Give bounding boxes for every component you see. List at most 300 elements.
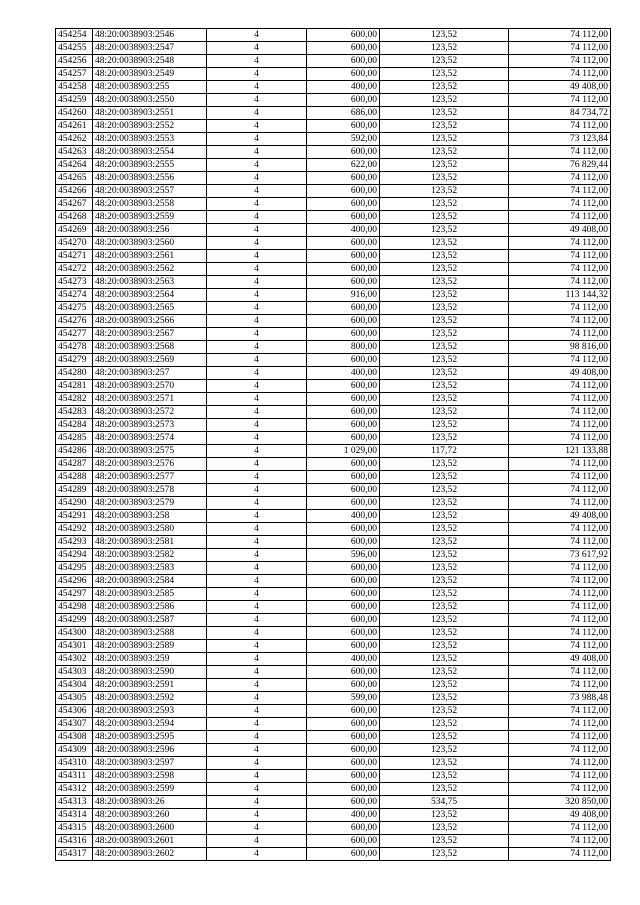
count-cell: 4 xyxy=(207,822,307,835)
table-row xyxy=(56,783,611,796)
count-cell: 4 xyxy=(207,523,307,536)
total-cell: 74 112,00 xyxy=(509,315,611,328)
count-cell: 4 xyxy=(207,172,307,185)
total-cell: 74 112,00 xyxy=(509,731,611,744)
table-row xyxy=(56,172,611,185)
count-cell: 4 xyxy=(207,718,307,731)
row-id-cell: 454314 xyxy=(56,809,93,822)
row-id-cell: 454315 xyxy=(56,822,93,835)
table-body xyxy=(56,29,611,861)
table-row xyxy=(56,835,611,848)
row-id-cell: 454281 xyxy=(56,380,93,393)
row-id-cell: 454273 xyxy=(56,276,93,289)
total-cell: 74 112,00 xyxy=(509,211,611,224)
count-cell: 4 xyxy=(207,94,307,107)
table-row xyxy=(56,289,611,302)
table-row xyxy=(56,94,611,107)
area-cell: 600,00 xyxy=(307,328,380,341)
table-row xyxy=(56,575,611,588)
cadastral-number-cell: 48:20:0038903:2583 xyxy=(93,562,207,575)
total-cell: 49 408,00 xyxy=(509,224,611,237)
total-cell: 73 123,84 xyxy=(509,133,611,146)
row-id-cell: 454297 xyxy=(56,588,93,601)
cadastral-number-cell: 48:20:0038903:2567 xyxy=(93,328,207,341)
area-cell: 622,00 xyxy=(307,159,380,172)
price-cell: 123,52 xyxy=(380,393,509,406)
table-row xyxy=(56,406,611,419)
area-cell: 600,00 xyxy=(307,796,380,809)
table-row xyxy=(56,68,611,81)
table-row xyxy=(56,107,611,120)
table-row xyxy=(56,692,611,705)
price-cell: 123,52 xyxy=(380,523,509,536)
cadastral-number-cell: 48:20:0038903:2569 xyxy=(93,354,207,367)
cadastral-number-cell: 48:20:0038903:2553 xyxy=(93,133,207,146)
cadastral-number-cell: 48:20:0038903:2590 xyxy=(93,666,207,679)
table-row xyxy=(56,484,611,497)
row-id-cell: 454258 xyxy=(56,81,93,94)
area-cell: 600,00 xyxy=(307,406,380,419)
total-cell: 113 144,32 xyxy=(509,289,611,302)
row-id-cell: 454311 xyxy=(56,770,93,783)
count-cell: 4 xyxy=(207,640,307,653)
table-row xyxy=(56,458,611,471)
count-cell: 4 xyxy=(207,601,307,614)
row-id-cell: 454290 xyxy=(56,497,93,510)
price-cell: 123,52 xyxy=(380,146,509,159)
price-cell: 123,52 xyxy=(380,627,509,640)
cadastral-number-cell: 48:20:0038903:2572 xyxy=(93,406,207,419)
price-cell: 123,52 xyxy=(380,822,509,835)
price-cell: 123,52 xyxy=(380,705,509,718)
row-id-cell: 454269 xyxy=(56,224,93,237)
area-cell: 600,00 xyxy=(307,731,380,744)
count-cell: 4 xyxy=(207,250,307,263)
table-row xyxy=(56,237,611,250)
count-cell: 4 xyxy=(207,744,307,757)
cadastral-number-cell: 48:20:0038903:2564 xyxy=(93,289,207,302)
area-cell: 600,00 xyxy=(307,302,380,315)
count-cell: 4 xyxy=(207,497,307,510)
cadastral-number-cell: 48:20:0038903:2554 xyxy=(93,146,207,159)
row-id-cell: 454271 xyxy=(56,250,93,263)
cadastral-number-cell: 48:20:0038903:2578 xyxy=(93,484,207,497)
table-row xyxy=(56,809,611,822)
area-cell: 600,00 xyxy=(307,718,380,731)
table-row xyxy=(56,601,611,614)
cadastral-number-cell: 48:20:0038903:2566 xyxy=(93,315,207,328)
row-id-cell: 454316 xyxy=(56,835,93,848)
area-cell: 400,00 xyxy=(307,510,380,523)
count-cell: 4 xyxy=(207,666,307,679)
table-row xyxy=(56,341,611,354)
row-id-cell: 454317 xyxy=(56,848,93,861)
row-id-cell: 454289 xyxy=(56,484,93,497)
total-cell: 74 112,00 xyxy=(509,419,611,432)
area-cell: 916,00 xyxy=(307,289,380,302)
table-row xyxy=(56,796,611,809)
table-row xyxy=(56,562,611,575)
row-id-cell: 454295 xyxy=(56,562,93,575)
area-cell: 600,00 xyxy=(307,705,380,718)
count-cell: 4 xyxy=(207,211,307,224)
total-cell: 74 112,00 xyxy=(509,146,611,159)
area-cell: 600,00 xyxy=(307,458,380,471)
row-id-cell: 454256 xyxy=(56,55,93,68)
total-cell: 74 112,00 xyxy=(509,380,611,393)
table-row xyxy=(56,718,611,731)
area-cell: 686,00 xyxy=(307,107,380,120)
total-cell: 74 112,00 xyxy=(509,250,611,263)
count-cell: 4 xyxy=(207,575,307,588)
price-cell: 123,52 xyxy=(380,640,509,653)
area-cell: 600,00 xyxy=(307,29,380,42)
price-cell: 123,52 xyxy=(380,588,509,601)
area-cell: 600,00 xyxy=(307,666,380,679)
table-row xyxy=(56,614,611,627)
price-cell: 123,52 xyxy=(380,458,509,471)
area-cell: 600,00 xyxy=(307,783,380,796)
cadastral-number-cell: 48:20:0038903:2584 xyxy=(93,575,207,588)
cadastral-number-cell: 48:20:0038903:2568 xyxy=(93,341,207,354)
count-cell: 4 xyxy=(207,653,307,666)
table-row xyxy=(56,653,611,666)
area-cell: 600,00 xyxy=(307,471,380,484)
cadastral-number-cell: 48:20:0038903:2596 xyxy=(93,744,207,757)
count-cell: 4 xyxy=(207,159,307,172)
row-id-cell: 454288 xyxy=(56,471,93,484)
total-cell: 74 112,00 xyxy=(509,757,611,770)
cadastral-number-cell: 48:20:0038903:2551 xyxy=(93,107,207,120)
area-cell: 400,00 xyxy=(307,809,380,822)
count-cell: 4 xyxy=(207,588,307,601)
table-row xyxy=(56,185,611,198)
area-cell: 600,00 xyxy=(307,523,380,536)
cadastral-number-cell: 48:20:0038903:2575 xyxy=(93,445,207,458)
table-row xyxy=(56,666,611,679)
area-cell: 599,00 xyxy=(307,692,380,705)
row-id-cell: 454266 xyxy=(56,185,93,198)
cadastral-number-cell: 48:20:0038903:2580 xyxy=(93,523,207,536)
area-cell: 600,00 xyxy=(307,770,380,783)
table-row xyxy=(56,367,611,380)
count-cell: 4 xyxy=(207,55,307,68)
area-cell: 600,00 xyxy=(307,250,380,263)
total-cell: 74 112,00 xyxy=(509,614,611,627)
price-cell: 123,52 xyxy=(380,81,509,94)
price-cell: 123,52 xyxy=(380,666,509,679)
total-cell: 74 112,00 xyxy=(509,783,611,796)
table-row xyxy=(56,133,611,146)
area-cell: 600,00 xyxy=(307,822,380,835)
price-cell: 117,72 xyxy=(380,445,509,458)
total-cell: 74 112,00 xyxy=(509,497,611,510)
price-cell: 123,52 xyxy=(380,744,509,757)
area-cell: 600,00 xyxy=(307,198,380,211)
total-cell: 74 112,00 xyxy=(509,848,611,861)
table-row xyxy=(56,419,611,432)
price-cell: 123,52 xyxy=(380,94,509,107)
price-cell: 123,52 xyxy=(380,380,509,393)
cadastral-number-cell: 48:20:0038903:2602 xyxy=(93,848,207,861)
table-row xyxy=(56,354,611,367)
cadastral-number-cell: 48:20:0038903:2586 xyxy=(93,601,207,614)
price-cell: 123,52 xyxy=(380,185,509,198)
count-cell: 4 xyxy=(207,393,307,406)
count-cell: 4 xyxy=(207,276,307,289)
row-id-cell: 454304 xyxy=(56,679,93,692)
price-cell: 123,52 xyxy=(380,198,509,211)
price-cell: 534,75 xyxy=(380,796,509,809)
row-id-cell: 454296 xyxy=(56,575,93,588)
area-cell: 600,00 xyxy=(307,835,380,848)
count-cell: 4 xyxy=(207,796,307,809)
cadastral-number-cell: 48:20:0038903:2587 xyxy=(93,614,207,627)
cadastral-number-cell: 48:20:0038903:2550 xyxy=(93,94,207,107)
count-cell: 4 xyxy=(207,120,307,133)
total-cell: 74 112,00 xyxy=(509,575,611,588)
area-cell: 1 029,00 xyxy=(307,445,380,458)
area-cell: 600,00 xyxy=(307,94,380,107)
area-cell: 600,00 xyxy=(307,588,380,601)
area-cell: 600,00 xyxy=(307,276,380,289)
total-cell: 74 112,00 xyxy=(509,666,611,679)
count-cell: 4 xyxy=(207,146,307,159)
table-row xyxy=(56,822,611,835)
row-id-cell: 454310 xyxy=(56,757,93,770)
price-cell: 123,52 xyxy=(380,237,509,250)
price-cell: 123,52 xyxy=(380,718,509,731)
price-cell: 123,52 xyxy=(380,549,509,562)
price-cell: 123,52 xyxy=(380,536,509,549)
total-cell: 74 112,00 xyxy=(509,94,611,107)
total-cell: 73 617,92 xyxy=(509,549,611,562)
row-id-cell: 454302 xyxy=(56,653,93,666)
count-cell: 4 xyxy=(207,328,307,341)
row-id-cell: 454254 xyxy=(56,29,93,42)
cadastral-number-cell: 48:20:0038903:2576 xyxy=(93,458,207,471)
count-cell: 4 xyxy=(207,107,307,120)
cadastral-number-cell: 48:20:0038903:2574 xyxy=(93,432,207,445)
area-cell: 600,00 xyxy=(307,419,380,432)
cadastral-number-cell: 48:20:0038903:2556 xyxy=(93,172,207,185)
cadastral-number-cell: 48:20:0038903:256 xyxy=(93,224,207,237)
total-cell: 74 112,00 xyxy=(509,237,611,250)
count-cell: 4 xyxy=(207,133,307,146)
total-cell: 74 112,00 xyxy=(509,393,611,406)
area-cell: 600,00 xyxy=(307,575,380,588)
total-cell: 74 112,00 xyxy=(509,822,611,835)
total-cell: 74 112,00 xyxy=(509,627,611,640)
total-cell: 49 408,00 xyxy=(509,809,611,822)
cadastral-number-cell: 48:20:0038903:2563 xyxy=(93,276,207,289)
count-cell: 4 xyxy=(207,471,307,484)
total-cell: 320 850,00 xyxy=(509,796,611,809)
total-cell: 84 734,72 xyxy=(509,107,611,120)
area-cell: 596,00 xyxy=(307,549,380,562)
table-row xyxy=(56,679,611,692)
row-id-cell: 454286 xyxy=(56,445,93,458)
total-cell: 74 112,00 xyxy=(509,744,611,757)
count-cell: 4 xyxy=(207,484,307,497)
area-cell: 400,00 xyxy=(307,653,380,666)
total-cell: 74 112,00 xyxy=(509,835,611,848)
count-cell: 4 xyxy=(207,198,307,211)
table-row xyxy=(56,211,611,224)
count-cell: 4 xyxy=(207,68,307,81)
table-row xyxy=(56,328,611,341)
area-cell: 600,00 xyxy=(307,211,380,224)
total-cell: 74 112,00 xyxy=(509,601,611,614)
cadastral-number-cell: 48:20:0038903:2565 xyxy=(93,302,207,315)
total-cell: 74 112,00 xyxy=(509,354,611,367)
price-cell: 123,52 xyxy=(380,731,509,744)
area-cell: 600,00 xyxy=(307,237,380,250)
price-cell: 123,52 xyxy=(380,29,509,42)
table-row xyxy=(56,250,611,263)
table-row xyxy=(56,81,611,94)
total-cell: 74 112,00 xyxy=(509,172,611,185)
row-id-cell: 454278 xyxy=(56,341,93,354)
cadastral-number-cell: 48:20:0038903:259 xyxy=(93,653,207,666)
row-id-cell: 454285 xyxy=(56,432,93,445)
price-cell: 123,52 xyxy=(380,250,509,263)
count-cell: 4 xyxy=(207,406,307,419)
area-cell: 600,00 xyxy=(307,744,380,757)
total-cell: 49 408,00 xyxy=(509,81,611,94)
price-cell: 123,52 xyxy=(380,653,509,666)
total-cell: 76 829,44 xyxy=(509,159,611,172)
count-cell: 4 xyxy=(207,510,307,523)
cadastral-number-cell: 48:20:0038903:2562 xyxy=(93,263,207,276)
price-cell: 123,52 xyxy=(380,484,509,497)
count-cell: 4 xyxy=(207,341,307,354)
area-cell: 592,00 xyxy=(307,133,380,146)
total-cell: 74 112,00 xyxy=(509,42,611,55)
row-id-cell: 454294 xyxy=(56,549,93,562)
area-cell: 600,00 xyxy=(307,68,380,81)
count-cell: 4 xyxy=(207,458,307,471)
price-cell: 123,52 xyxy=(380,289,509,302)
cadastral-number-cell: 48:20:0038903:2581 xyxy=(93,536,207,549)
count-cell: 4 xyxy=(207,627,307,640)
count-cell: 4 xyxy=(207,783,307,796)
count-cell: 4 xyxy=(207,705,307,718)
area-cell: 600,00 xyxy=(307,315,380,328)
table-row xyxy=(56,705,611,718)
price-cell: 123,52 xyxy=(380,341,509,354)
table-row xyxy=(56,848,611,861)
price-cell: 123,52 xyxy=(380,679,509,692)
table-row xyxy=(56,588,611,601)
row-id-cell: 454287 xyxy=(56,458,93,471)
table-row xyxy=(56,640,611,653)
table-row xyxy=(56,159,611,172)
count-cell: 4 xyxy=(207,29,307,42)
row-id-cell: 454309 xyxy=(56,744,93,757)
row-id-cell: 454262 xyxy=(56,133,93,146)
cadastral-number-cell: 48:20:0038903:258 xyxy=(93,510,207,523)
row-id-cell: 454255 xyxy=(56,42,93,55)
total-cell: 74 112,00 xyxy=(509,432,611,445)
area-cell: 600,00 xyxy=(307,614,380,627)
total-cell: 74 112,00 xyxy=(509,302,611,315)
total-cell: 74 112,00 xyxy=(509,406,611,419)
row-id-cell: 454268 xyxy=(56,211,93,224)
row-id-cell: 454270 xyxy=(56,237,93,250)
cadastral-number-cell: 48:20:0038903:2589 xyxy=(93,640,207,653)
table-row xyxy=(56,42,611,55)
cadastral-number-cell: 48:20:0038903:257 xyxy=(93,367,207,380)
area-cell: 600,00 xyxy=(307,601,380,614)
area-cell: 800,00 xyxy=(307,341,380,354)
cadastral-number-cell: 48:20:0038903:2592 xyxy=(93,692,207,705)
price-cell: 123,52 xyxy=(380,614,509,627)
area-cell: 600,00 xyxy=(307,640,380,653)
area-cell: 600,00 xyxy=(307,484,380,497)
price-cell: 123,52 xyxy=(380,406,509,419)
price-cell: 123,52 xyxy=(380,601,509,614)
count-cell: 4 xyxy=(207,731,307,744)
cadastral-number-cell: 48:20:0038903:2597 xyxy=(93,757,207,770)
cadastral-number-cell: 48:20:0038903:2560 xyxy=(93,237,207,250)
count-cell: 4 xyxy=(207,809,307,822)
price-cell: 123,52 xyxy=(380,783,509,796)
total-cell: 49 408,00 xyxy=(509,367,611,380)
table-row xyxy=(56,380,611,393)
area-cell: 600,00 xyxy=(307,393,380,406)
total-cell: 74 112,00 xyxy=(509,640,611,653)
table-row xyxy=(56,146,611,159)
row-id-cell: 454308 xyxy=(56,731,93,744)
count-cell: 4 xyxy=(207,354,307,367)
row-id-cell: 454279 xyxy=(56,354,93,367)
price-cell: 123,52 xyxy=(380,471,509,484)
table-row xyxy=(56,120,611,133)
price-cell: 123,52 xyxy=(380,68,509,81)
cadastral-number-cell: 48:20:0038903:2599 xyxy=(93,783,207,796)
total-cell: 74 112,00 xyxy=(509,484,611,497)
count-cell: 4 xyxy=(207,692,307,705)
cadastral-number-cell: 48:20:0038903:2571 xyxy=(93,393,207,406)
total-cell: 74 112,00 xyxy=(509,29,611,42)
cadastral-number-cell: 48:20:0038903:2601 xyxy=(93,835,207,848)
count-cell: 4 xyxy=(207,679,307,692)
cadastral-number-cell: 48:20:0038903:2559 xyxy=(93,211,207,224)
count-cell: 4 xyxy=(207,289,307,302)
table-row xyxy=(56,510,611,523)
cadastral-number-cell: 48:20:0038903:2577 xyxy=(93,471,207,484)
table-row xyxy=(56,198,611,211)
total-cell: 74 112,00 xyxy=(509,263,611,276)
price-cell: 123,52 xyxy=(380,354,509,367)
count-cell: 4 xyxy=(207,185,307,198)
area-cell: 600,00 xyxy=(307,263,380,276)
row-id-cell: 454272 xyxy=(56,263,93,276)
row-id-cell: 454280 xyxy=(56,367,93,380)
price-cell: 123,52 xyxy=(380,172,509,185)
total-cell: 74 112,00 xyxy=(509,770,611,783)
table-row xyxy=(56,497,611,510)
count-cell: 4 xyxy=(207,445,307,458)
table-row xyxy=(56,627,611,640)
table-row xyxy=(56,55,611,68)
total-cell: 74 112,00 xyxy=(509,328,611,341)
total-cell: 74 112,00 xyxy=(509,523,611,536)
cadastral-number-cell: 48:20:0038903:260 xyxy=(93,809,207,822)
total-cell: 74 112,00 xyxy=(509,120,611,133)
count-cell: 4 xyxy=(207,419,307,432)
